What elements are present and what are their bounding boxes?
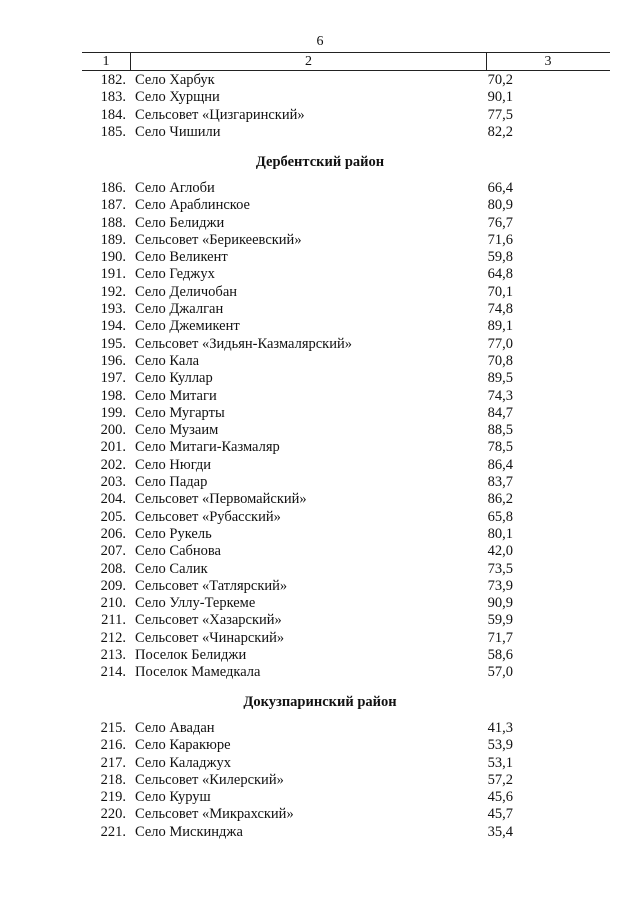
- row-name: Село Чишили: [135, 123, 221, 140]
- row-number: 204.: [100, 491, 126, 508]
- row-value: 41,3: [487, 720, 513, 736]
- row-value: 59,9: [487, 612, 513, 629]
- row-number: 214.: [100, 664, 126, 681]
- district-title-dokuzparin: Докузпаринский район: [243, 694, 397, 710]
- table-row: [88, 124, 610, 141]
- table-row: [88, 509, 610, 526]
- row-value: 80,1: [487, 525, 513, 542]
- row-name: Село Сабнова: [135, 543, 221, 560]
- table-row: [88, 578, 610, 595]
- table-row: [88, 249, 610, 266]
- table-row: [88, 318, 610, 335]
- row-number: 207.: [100, 543, 126, 560]
- row-name: Поселок Белиджи: [135, 647, 247, 664]
- row-value: 77,0: [487, 335, 513, 352]
- row-name: Село Геджух: [135, 266, 215, 283]
- row-name: Село Каракюре: [135, 737, 231, 754]
- row-name: Село Митаги: [135, 387, 217, 404]
- table-row: [88, 824, 610, 841]
- row-name: Село Аглоби: [135, 180, 215, 196]
- row-value: 84,7: [487, 404, 513, 421]
- row-name: Село Салик: [135, 560, 208, 577]
- table-row: [88, 543, 610, 560]
- row-number: 216.: [100, 737, 126, 754]
- row-name: Сельсовет «Килерский»: [135, 771, 284, 788]
- row-name: Село Каладжух: [135, 754, 232, 771]
- row-value: 76,7: [487, 214, 513, 231]
- row-name: Село Мискинджа: [135, 823, 243, 840]
- row-number: 215.: [100, 720, 126, 736]
- row-name: Село Музаим: [135, 422, 219, 439]
- row-number: 209.: [100, 577, 126, 594]
- row-value: 58,6: [487, 647, 513, 664]
- row-value: 80,9: [487, 197, 513, 214]
- row-name: Село Кала: [135, 352, 200, 369]
- row-number: 212.: [100, 629, 126, 646]
- row-name: Село Джалган: [135, 301, 224, 318]
- table-row: [88, 755, 610, 772]
- table-row: [88, 89, 610, 106]
- row-number: 195.: [100, 335, 126, 352]
- table-row: [88, 491, 610, 508]
- header-col-3: 3: [544, 54, 552, 69]
- row-name: Село Деличобан: [135, 283, 238, 300]
- row-number: 210.: [100, 595, 126, 612]
- row-name: Село Куллар: [135, 370, 213, 387]
- row-name: Село Митаги-Казмаляр: [135, 439, 280, 456]
- row-number: 203.: [100, 474, 126, 491]
- row-value: 66,4: [487, 180, 513, 196]
- row-name: Сельсовет «Хазарский»: [135, 612, 282, 629]
- table-row: [88, 107, 610, 124]
- table-row: [88, 72, 610, 89]
- row-number: 218.: [100, 771, 126, 788]
- table-row: [88, 388, 610, 405]
- row-name: Поселок Мамедкала: [135, 664, 261, 681]
- row-value: 71,6: [487, 231, 513, 248]
- row-name: Сельсовет «Чинарский»: [135, 629, 285, 646]
- row-value: 59,8: [487, 249, 513, 266]
- row-number: 192.: [100, 283, 126, 300]
- row-number: 219.: [100, 789, 126, 806]
- row-value: 86,2: [487, 491, 513, 508]
- table-row: [88, 180, 610, 197]
- row-value: 74,8: [487, 301, 513, 318]
- row-number: 217.: [100, 754, 126, 771]
- table-row: [88, 612, 610, 629]
- row-value: 71,7: [487, 629, 513, 646]
- row-value: 83,7: [487, 474, 513, 491]
- header-col-1: 1: [102, 54, 110, 69]
- row-number: 213.: [100, 647, 126, 664]
- row-number: 199.: [100, 404, 126, 421]
- row-number: 186.: [100, 180, 126, 196]
- district-title-derbent: Дербентский район: [255, 154, 385, 170]
- row-value: 64,8: [487, 266, 513, 283]
- table-row: [88, 232, 610, 249]
- table-row: [88, 789, 610, 806]
- table-row: [88, 474, 610, 491]
- row-value: 89,5: [487, 370, 513, 387]
- row-name: Сельсовет «Берикеевский»: [135, 231, 302, 248]
- row-name: Село Великент: [135, 249, 228, 266]
- table-row: [88, 720, 610, 737]
- table-row: [88, 353, 610, 370]
- row-number: 220.: [100, 806, 126, 823]
- row-number: 201.: [100, 439, 126, 456]
- row-name: Село Мугарты: [135, 404, 225, 421]
- row-name: Село Уллу-Теркеме: [135, 595, 256, 612]
- table-row: [88, 439, 610, 456]
- row-name: Село Нюгди: [135, 456, 212, 473]
- row-name: Село Джемикент: [135, 318, 240, 335]
- table-row: [88, 422, 610, 439]
- section-continuation: [88, 72, 610, 141]
- row-name: Село Авадан: [135, 720, 215, 736]
- row-name: Сельсовет «Микрахский»: [135, 806, 294, 823]
- table-header: [82, 52, 610, 71]
- row-name: Сельсовет «Татлярский»: [135, 577, 288, 594]
- table-row: [88, 595, 610, 612]
- table-row: [88, 664, 610, 681]
- row-number: 202.: [100, 456, 126, 473]
- row-value: 86,4: [487, 456, 513, 473]
- row-value: 53,9: [487, 737, 513, 754]
- row-number: 184.: [100, 106, 126, 123]
- table-row: [88, 284, 610, 301]
- row-value: 73,5: [487, 560, 513, 577]
- row-value: 78,5: [487, 439, 513, 456]
- section-derbent: [88, 180, 610, 682]
- row-value: 57,2: [487, 771, 513, 788]
- row-number: 221.: [100, 823, 126, 840]
- row-value: 65,8: [487, 508, 513, 525]
- row-name: Сельсовет «Цизгаринский»: [135, 106, 305, 123]
- row-number: 211.: [101, 612, 126, 629]
- row-number: 187.: [100, 197, 126, 214]
- row-value: 90,1: [487, 89, 513, 106]
- row-value: 70,1: [487, 283, 513, 300]
- row-number: 190.: [100, 249, 126, 266]
- row-number: 182.: [100, 72, 126, 88]
- row-number: 198.: [100, 387, 126, 404]
- row-number: 205.: [100, 508, 126, 525]
- row-number: 185.: [100, 123, 126, 140]
- row-value: 70,8: [487, 352, 513, 369]
- row-name: Сельсовет «Первомайский»: [135, 491, 307, 508]
- table-row: [88, 806, 610, 823]
- table-row: [88, 405, 610, 422]
- table-row: [88, 772, 610, 789]
- row-number: 183.: [100, 89, 126, 106]
- row-number: 191.: [100, 266, 126, 283]
- row-value: 45,7: [487, 806, 513, 823]
- table-row: [88, 737, 610, 754]
- table-row: [88, 457, 610, 474]
- row-number: 193.: [100, 301, 126, 318]
- table-row: [88, 647, 610, 664]
- row-number: 189.: [100, 231, 126, 248]
- row-name: Сельсовет «Рубасский»: [135, 508, 281, 525]
- row-number: 206.: [100, 525, 126, 542]
- table-row: [88, 266, 610, 283]
- row-value: 42,0: [487, 543, 513, 560]
- table-row: [88, 336, 610, 353]
- section-dokuzparin: [88, 720, 610, 841]
- table-row: [88, 197, 610, 214]
- row-value: 70,2: [487, 72, 513, 88]
- row-value: 77,5: [487, 106, 513, 123]
- page-number: 6: [316, 34, 324, 49]
- row-value: 90,9: [487, 595, 513, 612]
- table-row: [88, 215, 610, 232]
- header-col-2: 2: [130, 53, 487, 70]
- row-value: 45,6: [487, 789, 513, 806]
- row-number: 197.: [100, 370, 126, 387]
- row-number: 194.: [100, 318, 126, 335]
- row-number: 196.: [100, 352, 126, 369]
- row-name: Село Белиджи: [135, 214, 225, 231]
- row-value: 82,2: [487, 123, 513, 140]
- row-value: 74,3: [487, 387, 513, 404]
- row-name: Село Падар: [135, 474, 208, 491]
- row-value: 88,5: [487, 422, 513, 439]
- row-number: 208.: [100, 560, 126, 577]
- row-name: Село Хурщни: [135, 89, 220, 106]
- row-value: 73,9: [487, 577, 513, 594]
- table-row: [88, 301, 610, 318]
- table-row: [88, 526, 610, 543]
- row-value: 53,1: [487, 754, 513, 771]
- row-name: Село Рукель: [135, 525, 212, 542]
- row-number: 200.: [100, 422, 126, 439]
- row-name: Село Араблинское: [135, 197, 250, 214]
- row-name: Село Харбук: [135, 72, 215, 88]
- table-row: [88, 630, 610, 647]
- table-row: [88, 370, 610, 387]
- row-name: Село Куруш: [135, 789, 211, 806]
- row-name: Сельсовет «Зидьян-Казмалярский»: [135, 335, 352, 352]
- table-row: [88, 561, 610, 578]
- row-number: 188.: [100, 214, 126, 231]
- row-value: 89,1: [487, 318, 513, 335]
- row-value: 57,0: [487, 664, 513, 681]
- row-value: 35,4: [487, 823, 513, 840]
